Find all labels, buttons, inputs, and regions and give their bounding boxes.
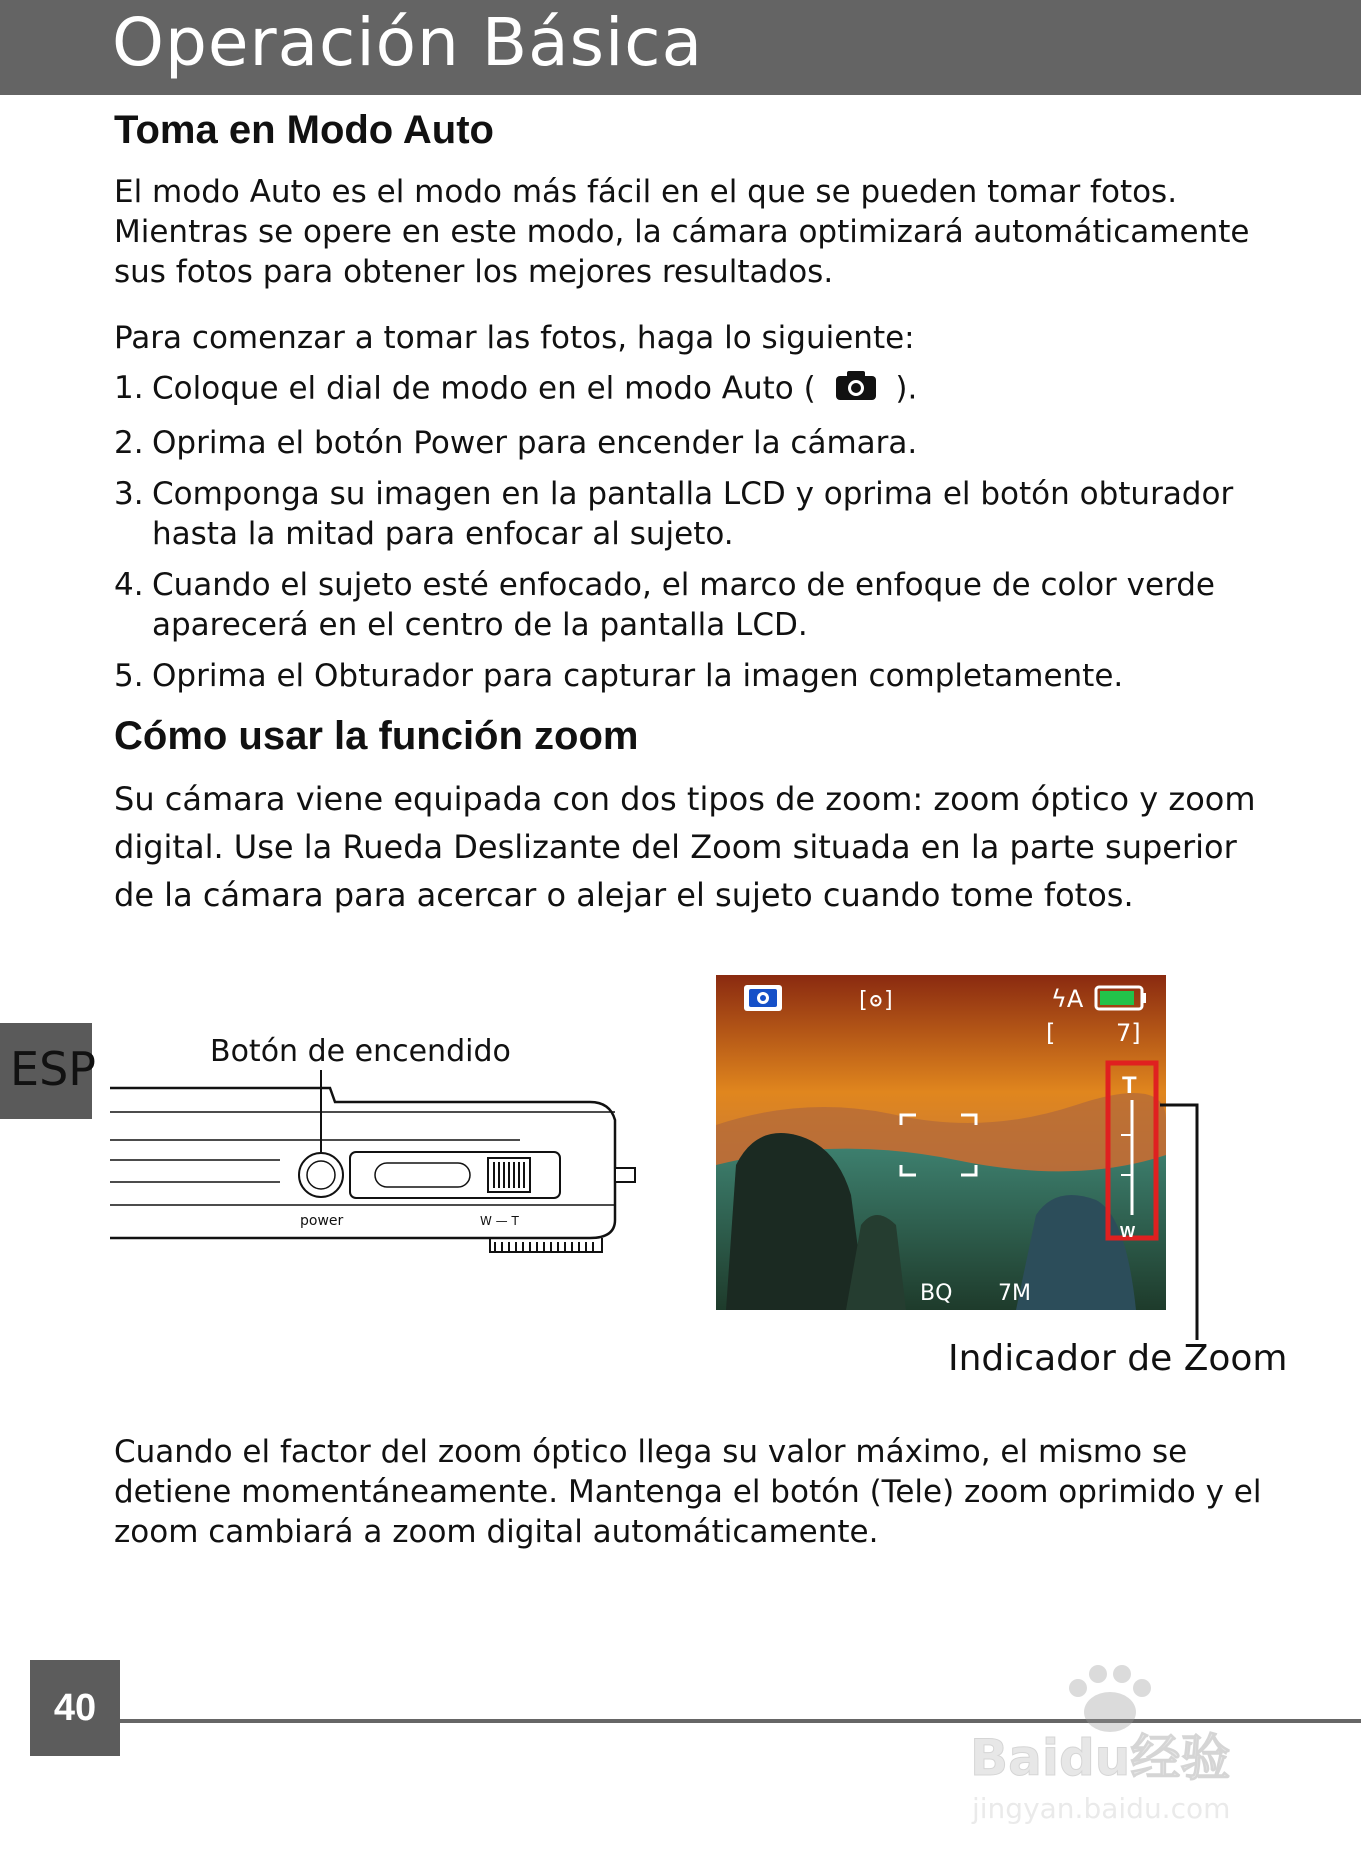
lcd-count-text: 7]: [1116, 1019, 1141, 1047]
baidu-watermark: [960, 1660, 1280, 1830]
camera-mode-icon: [834, 368, 878, 412]
zoom-intro-paragraph: Su cámara viene equipada con dos tipos de zoom: zoom óptico y zoom digital. Use la Rueda Deslizante del Zoom situada en la parte superior de la cámara para acercar o alejar el sujeto cuando tome fotos.: [114, 780, 1256, 914]
step-text: Oprima el Obturador para capturar la imagen completamente.: [152, 658, 1124, 694]
language-tab-label: ESP: [10, 1042, 97, 1096]
lcd-size-text: 7M: [998, 1281, 1031, 1306]
lcd-zoom-t: T: [1122, 1072, 1137, 1099]
list-item: [114, 565, 1264, 645]
section-heading-zoom: Cómo usar la función zoom: [114, 714, 639, 758]
watermark-brand: Baidu经验: [970, 1729, 1231, 1787]
step-number: 5.: [114, 658, 144, 694]
zoom-indicator-leader: [1100, 1060, 1230, 1350]
page-number: 40: [53, 1687, 97, 1729]
language-tab: [0, 1023, 97, 1119]
list-item: [114, 368, 1264, 412]
step-text-before: Coloque el dial de modo en el modo Auto (: [152, 370, 816, 407]
paw-logo-icon: [1069, 1665, 1151, 1732]
lcd-preview-image: [716, 975, 1166, 1310]
header-bar: [0, 0, 1361, 95]
lcd-bracket-text: [: [1046, 1019, 1056, 1047]
lcd-quality-text: BQ: [920, 1281, 953, 1306]
step-number: 3.: [114, 476, 144, 512]
camera-zoom-text: W — T: [480, 1214, 519, 1228]
lcd-flash-text: ϟA: [1051, 985, 1084, 1013]
step-text: Componga su imagen en la pantalla LCD y oprima el botón obturador hasta la mitad para enfocar al sujeto.: [152, 476, 1234, 552]
list-item: [114, 423, 1264, 463]
steps-list: [114, 368, 1264, 707]
step-number: 1.: [114, 370, 144, 406]
watermark-url: jingyan.baidu.com: [972, 1792, 1231, 1825]
power-button-label: Botón de encendido: [210, 1034, 511, 1069]
page-number-box: [30, 1660, 120, 1756]
lcd-zoom-w: W: [1120, 1224, 1136, 1241]
list-item: [114, 474, 1264, 554]
step-text: Cuando el sujeto esté enfocado, el marco de enfoque de color verde aparecerá en el centro de la pantalla LCD.: [152, 567, 1216, 643]
list-item: [114, 656, 1264, 696]
step-number: 2.: [114, 425, 144, 461]
section-heading-auto: Toma en Modo Auto: [114, 108, 494, 152]
step-text: Oprima el botón Power para encender la cámara.: [152, 425, 918, 461]
step-text-after: ).: [895, 370, 918, 407]
auto-intro-paragraph: El modo Auto es el modo más fácil en el que se pueden tomar fotos. Mientras se opere en este modo, la cámara optimizará automáticamente sus fotos para obtener los mejores resultados.: [114, 174, 1250, 290]
zoom-outro-paragraph: Cuando el factor del zoom óptico llega su valor máximo, el mismo se detiene momentáneamente. Mantenga el botón (Tele) zoom oprimido y el zoom cambiará a zoom digital automáticamente.: [114, 1434, 1262, 1550]
zoom-indicator-label: Indicador de Zoom: [948, 1338, 1288, 1379]
page-title: Operación Básica: [112, 4, 704, 81]
camera-power-text: power: [300, 1213, 344, 1229]
steps-lead: Para comenzar a tomar las fotos, haga lo siguiente:: [114, 320, 915, 356]
svg-text:[ʘ]: [ʘ]: [856, 988, 896, 1013]
step-number: 4.: [114, 567, 144, 603]
camera-top-view-illustration: [110, 1070, 650, 1280]
